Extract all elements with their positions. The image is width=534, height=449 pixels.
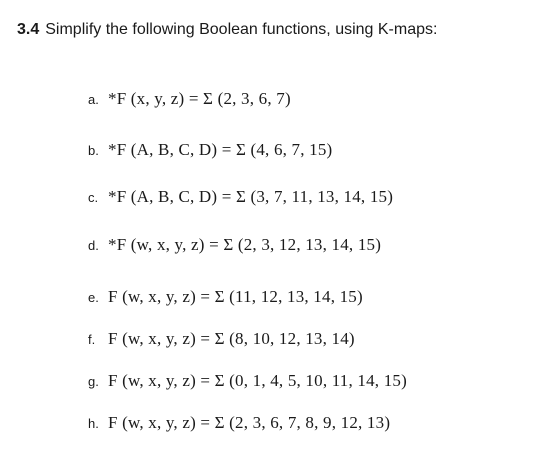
list-item	[88, 88, 291, 110]
item-expression: F (w, x, y, z) = Σ (8, 10, 12, 13, 14)	[108, 329, 355, 348]
item-expression: *F (x, y, z) = Σ (2, 3, 6, 7)	[108, 89, 291, 108]
item-letter: f.	[88, 332, 96, 347]
problem-header	[17, 20, 437, 40]
item-expression: *F (w, x, y, z) = Σ (2, 3, 12, 13, 14, 15)	[108, 235, 382, 254]
item-letter: c.	[88, 190, 99, 205]
list-item	[88, 286, 363, 308]
item-expression: F (w, x, y, z) = Σ (0, 1, 4, 5, 10, 11, 14, 15)	[108, 371, 407, 390]
item-expression: *F (A, B, C, D) = Σ (4, 6, 7, 15)	[108, 140, 333, 159]
list-item	[88, 234, 381, 256]
list-item	[88, 186, 393, 208]
item-letter: h.	[88, 416, 99, 431]
item-expression: F (w, x, y, z) = Σ (11, 12, 13, 14, 15)	[108, 287, 363, 306]
item-letter: a.	[88, 92, 99, 107]
problem-number: 3.4	[17, 21, 40, 38]
item-expression: *F (A, B, C, D) = Σ (3, 7, 11, 13, 14, 15)	[108, 187, 394, 206]
list-item	[88, 412, 390, 434]
item-letter: d.	[88, 238, 99, 253]
item-letter: b.	[88, 143, 99, 158]
item-letter: g.	[88, 374, 99, 389]
list-item	[88, 139, 332, 161]
item-expression: F (w, x, y, z) = Σ (2, 3, 6, 7, 8, 9, 12, 13)	[108, 413, 391, 432]
problem-instruction: Simplify the following Boolean functions, using K-maps:	[45, 21, 438, 38]
item-letter: e.	[88, 290, 99, 305]
list-item	[88, 328, 355, 350]
list-item	[88, 370, 407, 392]
